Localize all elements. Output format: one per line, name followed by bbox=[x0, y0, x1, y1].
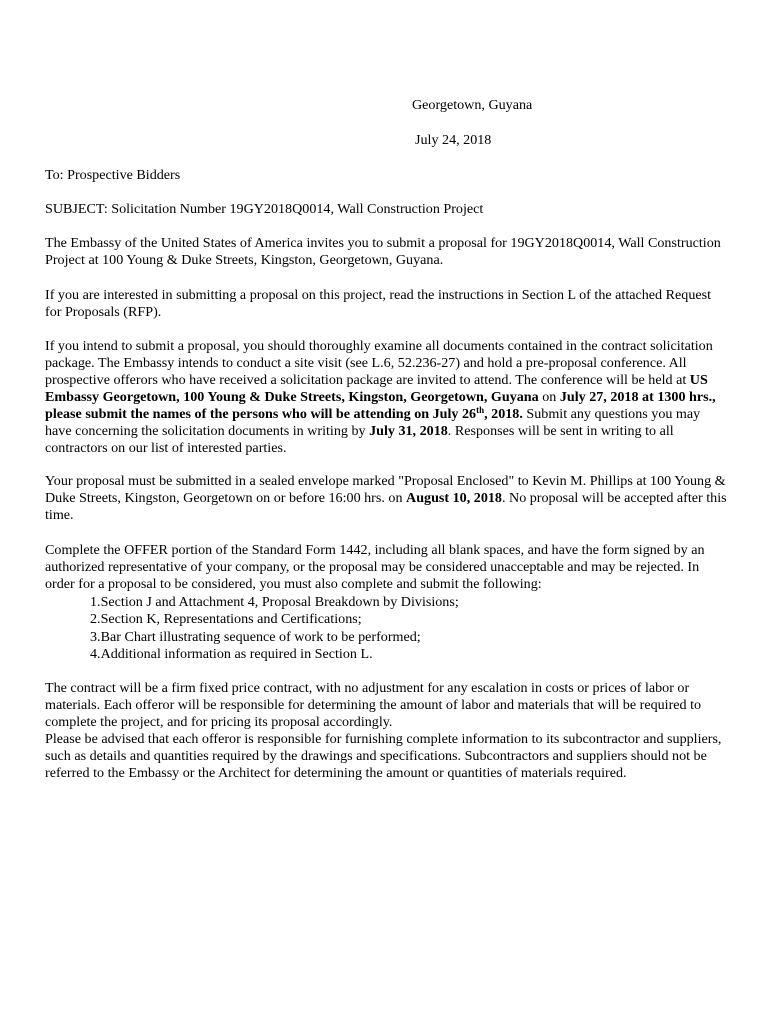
letter-date: July 24, 2018 bbox=[415, 132, 492, 148]
submission-text-end: . No proposal will be accepted after this time. bbox=[45, 490, 727, 523]
contract-paragraph: The contract will be a firm fixed price contract, with no adjustment for any escalation in costs or prices of labor or materials. Each offeror will be responsible for determining the amount of labor and materials that will be required to complete the project, and for pricing its proposal accordingly. bbox=[45, 680, 702, 730]
requirements-list bbox=[90, 594, 459, 664]
submission-deadline: August 10, 2018 bbox=[406, 490, 502, 506]
advisory-paragraph: Please be advised that each offeror is responsible for furnishing complete information to its subcontractor and suppliers, such as details and quantities required by the drawings and specifications. Subcontractors and suppliers should not be referred to the Embassy or the Architect for determining the amount or quantities of materials required. bbox=[45, 731, 722, 781]
submission-text: Your proposal must be submitted in a sealed envelope marked "Proposal Enclosed" to Kevin M. Phillips at 100 Young & Duke Streets, Kingston, Georgetown on or before 16:00 hrs. on bbox=[45, 473, 726, 506]
submission-paragraph bbox=[45, 473, 730, 524]
responses-text: . Responses will be sent in writing to all contractors on our list of interested parties. bbox=[45, 423, 674, 456]
conference-text-on: on bbox=[538, 389, 560, 405]
conference-location: US Embassy Georgetown, 100 Young & Duke Streets, Kingston, Georgetown, Guyana bbox=[45, 372, 708, 405]
questions-deadline: July 31, 2018 bbox=[369, 423, 448, 439]
conference-text: If you intend to submit a proposal, you should thoroughly examine all documents contained in the contract solicitation package. The Embassy intends to conduct a site visit (see L.6, 52.236-27) and hold a pre-proposal conference. All prospective offerors who have received a solicitation package are invited to attend. The conference will be held at bbox=[45, 338, 713, 388]
recipient-line: To: Prospective Bidders bbox=[45, 167, 181, 183]
conference-year: , 2018. bbox=[484, 406, 523, 422]
offer-paragraph: Complete the OFFER portion of the Standard Form 1442, including all blank spaces, and have the form signed by an authorized representative of your company, or the proposal may be considered unacceptable and may be rejected. In order for a proposal to be considered, you must also complete and submit the following: bbox=[45, 542, 705, 592]
intro-paragraph: The Embassy of the United States of America invites you to submit a proposal for 19GY2018Q0014, Wall Construction Project at 100 Young & Duke Streets, Kingston, Georgetown, Guyana. bbox=[45, 235, 721, 268]
instructions-paragraph: If you are interested in submitting a proposal on this project, read the instructions in Section L of the attached Request for Proposals (RFP). bbox=[45, 287, 712, 320]
letter-location: Georgetown, Guyana bbox=[412, 97, 533, 113]
subject-line: SUBJECT: Solicitation Number 19GY2018Q0014, Wall Construction Project bbox=[45, 201, 484, 217]
list-item: 1.Section J and Attachment 4, Proposal Breakdown by Divisions; bbox=[90, 594, 459, 610]
list-item: 4.Additional information as required in Section L. bbox=[90, 646, 373, 663]
conference-date-superscript: th bbox=[476, 405, 485, 415]
conference-paragraph bbox=[45, 338, 730, 457]
conference-date: July 27, 2018 at 1300 hrs., please submit the names of the persons who will be attending on July 26 bbox=[45, 389, 716, 422]
questions-text: Submit any questions you may have concerning the solicitation documents in writing by bbox=[45, 406, 701, 439]
list-item: 3.Bar Chart illustrating sequence of work to be performed; bbox=[90, 628, 421, 645]
list-item: 2.Section K, Representations and Certifications; bbox=[90, 611, 362, 628]
